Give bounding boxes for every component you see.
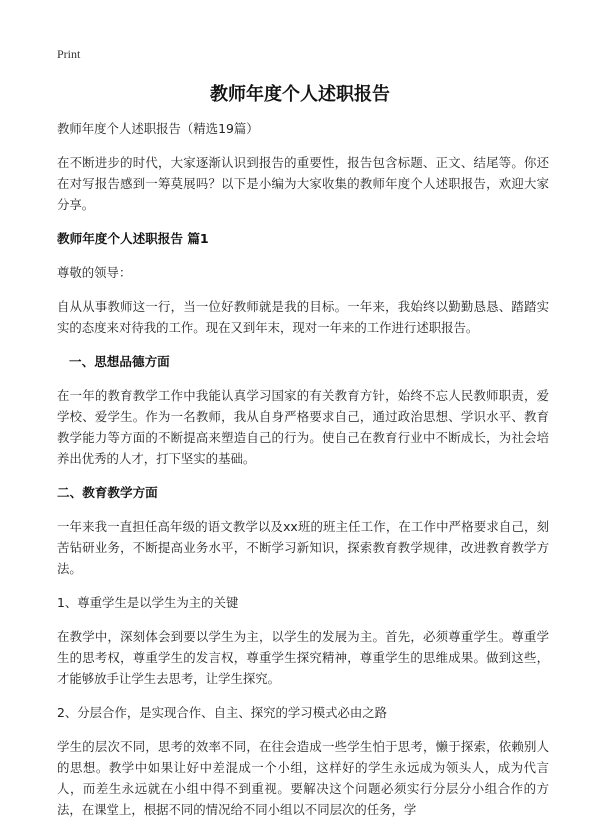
subtitle: 教师年度个人述职报告（精选19篇） xyxy=(57,121,259,136)
subheading: 2、分层合作，是实现合作、自主、探究的学习模式必由之路 xyxy=(57,705,388,720)
paragraph: 在教学中，深刻体会到要以学生为主，以学生的发展为主。首先，必须尊重学生。尊重学生的思考权，尊重学生的发言权，尊重学生探究精神，尊重学生的思维成果。做到这些，才能够放手让学生去思考，让学生探究。 xyxy=(57,629,549,686)
heading-teaching: 二、教育教学方面 xyxy=(57,485,158,500)
section-title: 教师年度个人述职报告 篇1 xyxy=(57,231,209,246)
paragraph: 学生的层次不同，思考的效率不同，在往会造成一些学生怕于思考，懒于探索，依赖别人的思想。教学中如果让好中差混成一个小组，这样好的学生永远成为领头人，成为代言人，而差生永远就在小组中得不到重视。要解决这个问题必须实行分层分小组合作的方法，在课堂上，根据不同的情况给不同小组以不同层次的任务，学 xyxy=(57,739,549,817)
intro-paragraph: 在不断进步的时代，大家逐渐认识到报告的重要性，报告包含标题、正文、结尾等。你还在对写报告感到一筹莫展吗？以下是小编为大家收集的教师年度个人述职报告，欢迎大家分享。 xyxy=(57,155,549,212)
paragraph: 自从从事教师这一行，当一位好教师就是我的目标。一年来，我始终以勤勤恳恳、踏踏实实的态度来对待我的工作。现在又到年末，现对一年来的工作进行述职报告。 xyxy=(57,299,549,335)
greeting: 尊敬的领导： xyxy=(57,265,132,280)
paragraph: 一年来我一直担任高年级的语文教学以及xx班的班主任工作，在工作中严格要求自己，刻苦钻研业务，不断提高业务水平，不断学习新知识，探索教育教学规律，改进教育教学方法。 xyxy=(57,519,549,576)
heading-morality: 一、思想品德方面 xyxy=(69,354,170,369)
subheading: 1、尊重学生是以学生为主的关键 xyxy=(57,595,239,610)
page-title: 教师年度个人述职报告 xyxy=(210,84,390,105)
paragraph: 在一年的教育教学工作中我能认真学习国家的有关教育方针，始终不忘人民教师职责，爱学校、爱学生。作为一名教师，我从自身严格要求自己，通过政治思想、学识水平、教育教学能力等方面的不断提高来塑造自己的行为。使自己在教育行业中不断成长，为社会培养出优秀的人才，打下坚实的基础。 xyxy=(57,388,549,466)
article-body xyxy=(57,118,549,833)
print-link[interactable]: Print xyxy=(57,47,81,61)
